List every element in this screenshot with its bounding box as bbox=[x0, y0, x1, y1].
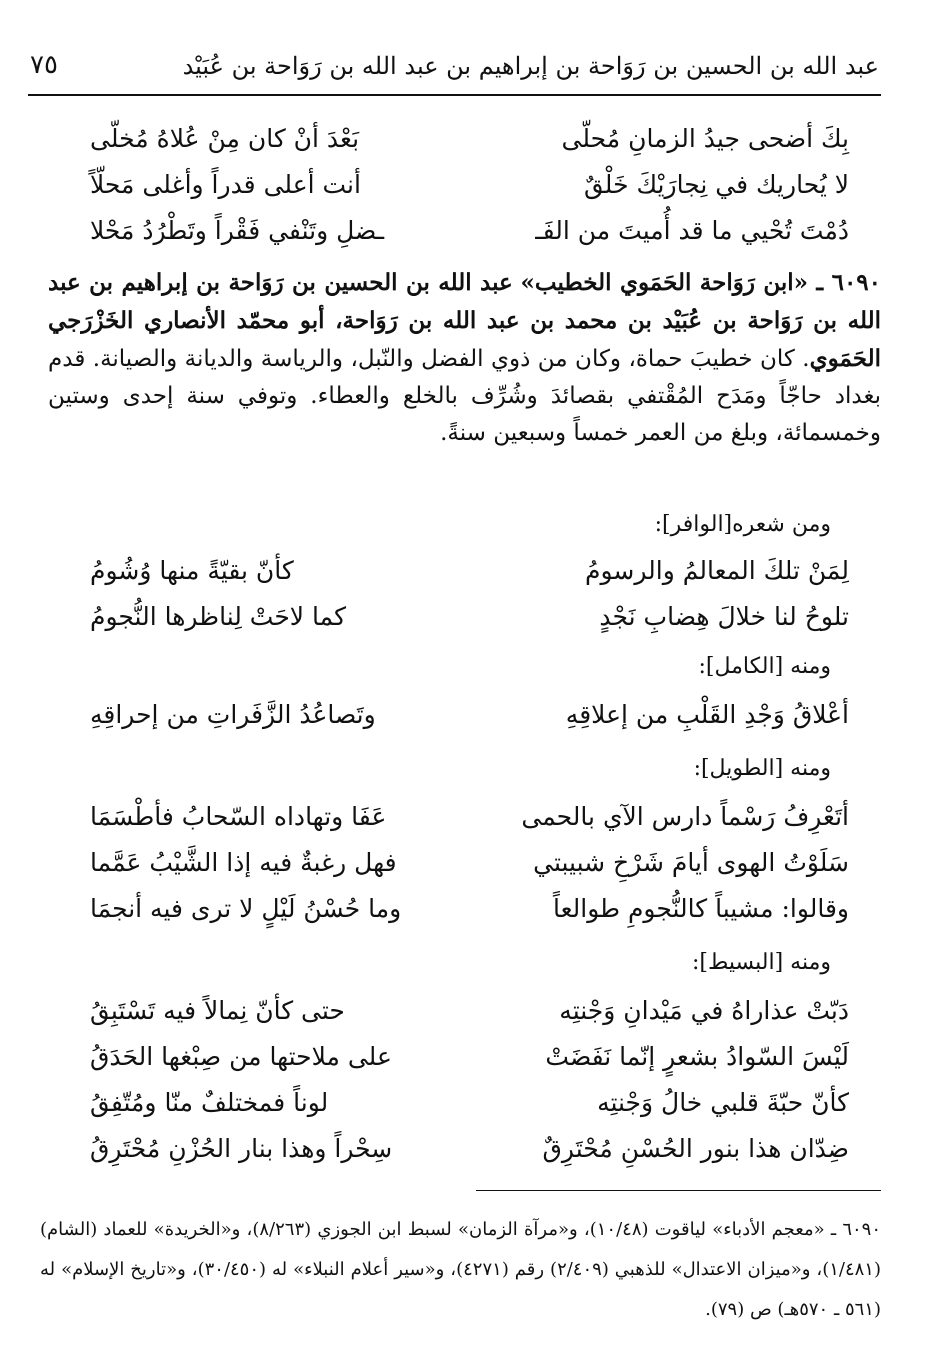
verse-first-hemistich: وقالوا: مشيباً كالنُّجومِ طوالعاً bbox=[552, 894, 849, 923]
verse-first-hemistich: لَيْسَ السّوادُ بشعرٍ إنّما نَفَضَتْ bbox=[545, 1042, 849, 1071]
verse-first-hemistich: أتَعْرِفُ رَسْماً دارس الآي بالحمى bbox=[521, 802, 849, 831]
verse-second-hemistich: وتَصاعُدُ الزَّفَراتِ من إحراقِهِ bbox=[90, 700, 376, 729]
verse-first-hemistich: دُمْتَ تُحْيي ما قد أُميتَ من الفَـ bbox=[535, 216, 849, 245]
verse-second-hemistich: بَعْدَ أنْ كان مِنْ عُلاهُ مُخلّى bbox=[90, 124, 360, 153]
verse-second-hemistich: على ملاحتها من صِبْغها الحَدَقُ bbox=[90, 1042, 392, 1071]
meter-intro: ومنه [الطويل]: bbox=[693, 756, 831, 781]
verse-second-hemistich: لوناً فمختلفٌ منّا ومُتّفِقُ bbox=[90, 1088, 329, 1117]
poem-verse bbox=[90, 216, 849, 258]
verse-second-hemistich: عَفَا وتهاداه السّحابُ فأطْسَمَا bbox=[90, 802, 387, 831]
poem-verse bbox=[90, 1088, 849, 1130]
verse-second-hemistich: سِحْراً وهذا بنار الحُزْنِ مُحْتَرِقُ bbox=[90, 1134, 393, 1163]
verse-second-hemistich: ـضلِ وتَنْفي فَقْراً وتَطْرُدُ مَحْلا bbox=[90, 216, 385, 245]
verse-first-hemistich: سَلَوْتُ الهوى أيامَ شَرْخِ شبيبتي bbox=[533, 848, 849, 877]
verse-second-hemistich: أنت أعلى قدراً وأغلى مَحلّاً bbox=[90, 170, 361, 199]
footnote-sources: ٦٠٩٠ ـ «معجم الأدباء» لياقوت (١٠/٤٨)، و«مرآة الزمان» لسبط ابن الجوزي (٨/٢٦٣)، و«الخريدة» للعماد (الشام) (١/٤٨١)، و«ميزان الاعتدال» للذهبي (٢/٤٠٩) رقم (٤٢٧١)، و«سير أعلام النبلاء» له (٣٠/٤٥٠)، و«تاريخ الإسلام» له (٥٦١ ـ ٥٧٠هـ) ص (٧٩). bbox=[40, 1219, 882, 1320]
entry-bio-text: . كان خطيبَ حماة، وكان من ذوي الفضل والنّبل، والرياسة والديانة والصيانة. قدم بغداد حاجّاً ومَدَح المُقْتفي بقصائدَ وشُرِّف بالخلع والعطاء. وتوفي سنة إحدى وستين وخمسمائة، وبلغ من العمر خمساً وسبعين سنةً. bbox=[48, 346, 881, 446]
header-divider bbox=[28, 94, 881, 96]
page-number: ٧٥ bbox=[30, 50, 58, 80]
verse-second-hemistich: حتى كأنّ نِمالاً فيه تَسْتَبِقُ bbox=[90, 996, 345, 1025]
meter-intro: ومن شعره[الوافر]: bbox=[654, 512, 831, 537]
entry-number-title: ٦٠٩٠ ـ «ابن رَوَاحة الحَمَوي الخطيب» bbox=[520, 269, 882, 296]
verse-first-hemistich: لا يُحاريك في نِجارَيْكَ خَلْقٌ bbox=[583, 170, 849, 199]
poem-verse bbox=[90, 894, 849, 936]
running-header-title: عبد الله بن الحسين بن رَوَاحة بن إبراهيم بن عبد الله بن رَوَاحة بن عُبَيْد bbox=[182, 52, 879, 80]
poem-verse bbox=[90, 848, 849, 890]
poem-verse bbox=[90, 170, 849, 212]
verse-first-hemistich: بِكَ أضحى جيدُ الزمانِ مُحلّى bbox=[561, 124, 849, 153]
poem-verse bbox=[90, 602, 849, 644]
meter-intro: ومنه [الكامل]: bbox=[698, 654, 831, 679]
verse-first-hemistich: تلوحُ لنا خلالَ هِضابِ نَجْدٍ bbox=[599, 602, 849, 631]
verse-first-hemistich: أعْلاقُ وَجْدِ القَلْبِ من إعلاقِهِ bbox=[565, 700, 849, 729]
poem-verse bbox=[90, 700, 849, 742]
poem-verse bbox=[90, 556, 849, 598]
poem-verse bbox=[90, 124, 849, 166]
verse-first-hemistich: ضِدّان هذا بنور الحُسْنِ مُحْتَرِقٌ bbox=[542, 1134, 849, 1163]
entry-biography bbox=[48, 264, 881, 452]
poem-verse bbox=[90, 802, 849, 844]
entry-full-name: عبد الله بن الحسين بن رَوَاحة بن إبراهيم بن عبد الله بن رَوَاحة بن عُبَيْد بن محمد بن عبد الله بن رَوَاحة، أبو محمّد الأنصاري الخَزْرَجي الحَمَوي bbox=[48, 269, 881, 372]
meter-intro: ومنه [البسيط]: bbox=[691, 950, 831, 975]
poem-verse bbox=[90, 1134, 849, 1176]
poem-verse bbox=[90, 996, 849, 1038]
verse-second-hemistich: كما لاحَتْ لِناظرها النُّجومُ bbox=[90, 602, 346, 631]
verse-second-hemistich: وما حُسْنُ لَيْلٍ لا ترى فيه أنجمَا bbox=[90, 894, 402, 923]
poem-verse bbox=[90, 1042, 849, 1084]
verse-first-hemistich: لِمَنْ تلكَ المعالمُ والرسومُ bbox=[585, 556, 849, 585]
verse-first-hemistich: دَبّتْ عذاراهُ في مَيْدانِ وَجْنتِه bbox=[559, 996, 849, 1025]
footnote-divider bbox=[476, 1190, 881, 1191]
verse-first-hemistich: كأنّ حبّةَ قلبي خالُ وَجْنتِه bbox=[597, 1088, 849, 1117]
verse-second-hemistich: كأنّ بقيّةً منها وُشُومُ bbox=[90, 556, 294, 585]
verse-second-hemistich: فهل رغبةٌ فيه إذا الشَّيْبُ عَمَّما bbox=[90, 848, 397, 877]
